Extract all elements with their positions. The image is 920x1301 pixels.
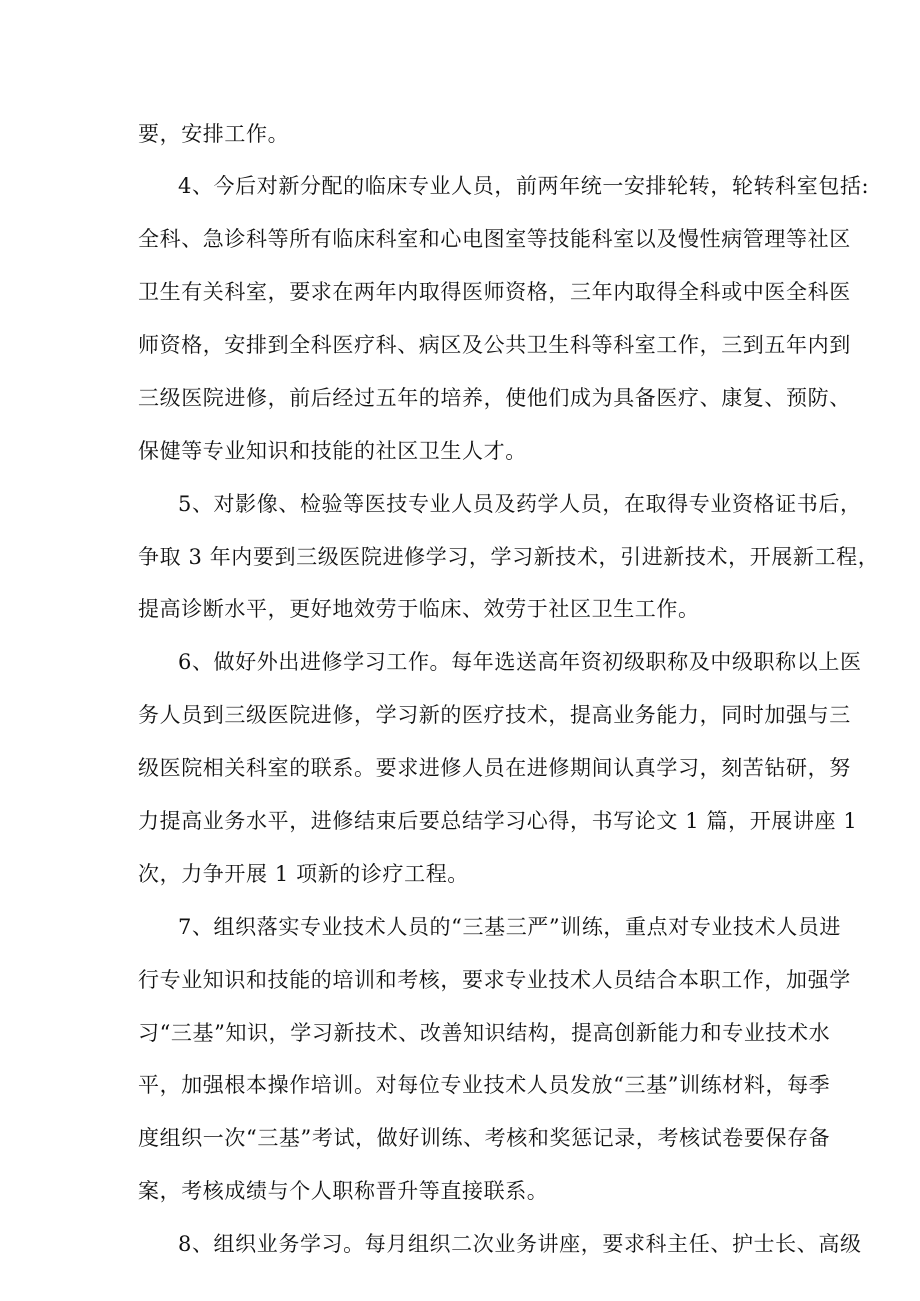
text-line: 级医院相关科室的联系。要求进修人员在进修期间认真学习，刻苦钻研，努: [138, 756, 851, 780]
text-line: 案，考核成绩与个人职称晋升等直接联系。: [138, 1179, 549, 1203]
text-line: 平，加强根本操作培训。对每位专业技术人员发放“三基”训练材料，每季: [138, 1073, 831, 1097]
text-line: 4、今后对新分配的临床专业人员，前两年统一安排轮转，轮转科室包括:: [178, 174, 870, 198]
text-line: 5、对影像、检验等医技专业人员及药学人员，在取得专业资格证书后，: [178, 492, 862, 516]
text-line: 度组织一次“三基”考试，做好训练、考核和奖惩记录，考核试卷要保存备: [138, 1126, 831, 1150]
text-line: 要，安排工作。: [138, 122, 290, 146]
text-line: 行专业知识和技能的培训和考核，要求专业技术人员结合本职工作，加强学: [138, 968, 851, 992]
text-line: 7、组织落实专业技术人员的“三基三严”训练，重点对专业技术人员进: [178, 915, 842, 939]
text-line: 争取 3 年内要到三级医院进修学习，学习新技术，引进新技术，开展新工程，: [138, 545, 880, 569]
text-line: 全科、急诊科等所有临床科室和心电图室等技能科室以及慢性病管理等社区: [138, 227, 851, 251]
text-line: 务人员到三级医院进修，学习新的医疗技术，提高业务能力，同时加强与三: [138, 703, 851, 727]
text-line: 卫生有关科室，要求在两年内取得医师资格，三年内取得全科或中医全科医: [138, 280, 851, 304]
text-line: 6、做好外出进修学习工作。每年选送高年资初级职称及中级职称以上医: [178, 650, 862, 674]
text-line: 力提高业务水平，进修结束后要总结学习心得，书写论文 1 篇，开展讲座 1: [138, 809, 858, 833]
text-line: 师资格，安排到全科医疗科、病区及公共卫生科等科室工作，三到五年内到: [138, 333, 851, 357]
text-line: 次，力争开展 1 项新的诊疗工程。: [138, 862, 469, 886]
text-line: 8、组织业务学习。每月组织二次业务讲座，要求科主任、护士长、高级: [178, 1232, 862, 1256]
text-line: 提高诊断水平，更好地效劳于临床、效劳于社区卫生工作。: [138, 597, 700, 621]
text-line: 保健等专业知识和技能的社区卫生人才。: [138, 439, 527, 463]
text-line: 习“三基”知识，学习新技术、改善知识结构，提高创新能力和专业技术水: [138, 1021, 831, 1045]
text-line: 三级医院进修，前后经过五年的培养，使他们成为具备医疗、康复、预防、: [138, 386, 851, 410]
